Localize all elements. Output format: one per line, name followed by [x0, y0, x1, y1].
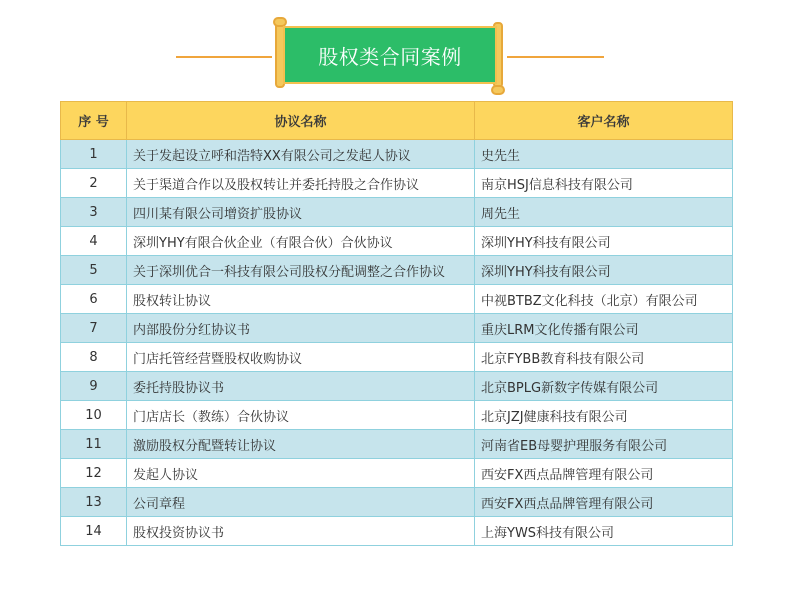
cell-client: 河南省EB母婴护理服务有限公司: [475, 430, 733, 459]
cell-agreement: 发起人协议: [127, 459, 475, 488]
cell-no: 7: [61, 314, 127, 343]
scroll-curl-bottom-decor: [491, 85, 505, 95]
table-row: [61, 227, 733, 256]
cell-client: 深圳YHY科技有限公司: [475, 256, 733, 285]
page-title: 股权类合同案例: [318, 44, 462, 69]
cell-no: 2: [61, 169, 127, 198]
table-body: [61, 140, 733, 546]
cases-table: [60, 101, 733, 546]
cell-agreement: 激励股权分配暨转让协议: [127, 430, 475, 459]
cell-client: 北京FYBB教育科技有限公司: [475, 343, 733, 372]
cell-agreement: 委托持股协议书: [127, 372, 475, 401]
cases-table-container: [60, 101, 732, 546]
table-row: [61, 517, 733, 546]
cell-no: 4: [61, 227, 127, 256]
cell-no: 10: [61, 401, 127, 430]
cell-client: 史先生: [475, 140, 733, 169]
title-banner: [283, 26, 497, 84]
cell-agreement: 门店店长（教练）合伙协议: [127, 401, 475, 430]
cell-client: 北京JZJ健康科技有限公司: [475, 401, 733, 430]
cell-client: 北京BPLG新数字传媒有限公司: [475, 372, 733, 401]
cell-no: 9: [61, 372, 127, 401]
cell-agreement: 公司章程: [127, 488, 475, 517]
cell-no: 11: [61, 430, 127, 459]
table-row: [61, 488, 733, 517]
table-row: [61, 256, 733, 285]
cell-agreement: 股权投资协议书: [127, 517, 475, 546]
table-header-row: [61, 102, 733, 140]
cell-agreement: 关于深圳优合一科技有限公司股权分配调整之合作协议: [127, 256, 475, 285]
cell-agreement: 关于渠道合作以及股权转让并委托持股之合作协议: [127, 169, 475, 198]
table-row: [61, 198, 733, 227]
header-no: 序 号: [61, 102, 127, 140]
header-client: 客户名称: [475, 102, 733, 140]
cell-no: 12: [61, 459, 127, 488]
cell-agreement: 股权转让协议: [127, 285, 475, 314]
table-row: [61, 372, 733, 401]
cell-no: 13: [61, 488, 127, 517]
cell-agreement: 关于发起设立呼和浩特XX有限公司之发起人协议: [127, 140, 475, 169]
table-row: [61, 314, 733, 343]
cell-agreement: 四川某有限公司增资扩股协议: [127, 198, 475, 227]
cell-client: 西安FX西点品牌管理有限公司: [475, 459, 733, 488]
table-row: [61, 140, 733, 169]
cell-no: 14: [61, 517, 127, 546]
table-row: [61, 401, 733, 430]
cell-client: 周先生: [475, 198, 733, 227]
table-row: [61, 343, 733, 372]
cell-no: 3: [61, 198, 127, 227]
cell-agreement: 内部股份分红协议书: [127, 314, 475, 343]
cell-no: 6: [61, 285, 127, 314]
cell-no: 5: [61, 256, 127, 285]
table-row: [61, 169, 733, 198]
cell-client: 深圳YHY科技有限公司: [475, 227, 733, 256]
cell-client: 南京HSJ信息科技有限公司: [475, 169, 733, 198]
cell-agreement: 深圳YHY有限合伙企业（有限合伙）合伙协议: [127, 227, 475, 256]
cell-client: 重庆LRM文化传播有限公司: [475, 314, 733, 343]
table-row: [61, 459, 733, 488]
cell-agreement: 门店托管经营暨股权收购协议: [127, 343, 475, 372]
title-decor-line-left: [176, 56, 272, 58]
cell-no: 8: [61, 343, 127, 372]
cell-client: 中视BTBZ文化科技（北京）有限公司: [475, 285, 733, 314]
cell-no: 1: [61, 140, 127, 169]
table-row: [61, 285, 733, 314]
table-row: [61, 430, 733, 459]
header-agreement: 协议名称: [127, 102, 475, 140]
cell-client: 上海YWS科技有限公司: [475, 517, 733, 546]
cell-client: 西安FX西点品牌管理有限公司: [475, 488, 733, 517]
title-decor-line-right: [507, 56, 604, 58]
